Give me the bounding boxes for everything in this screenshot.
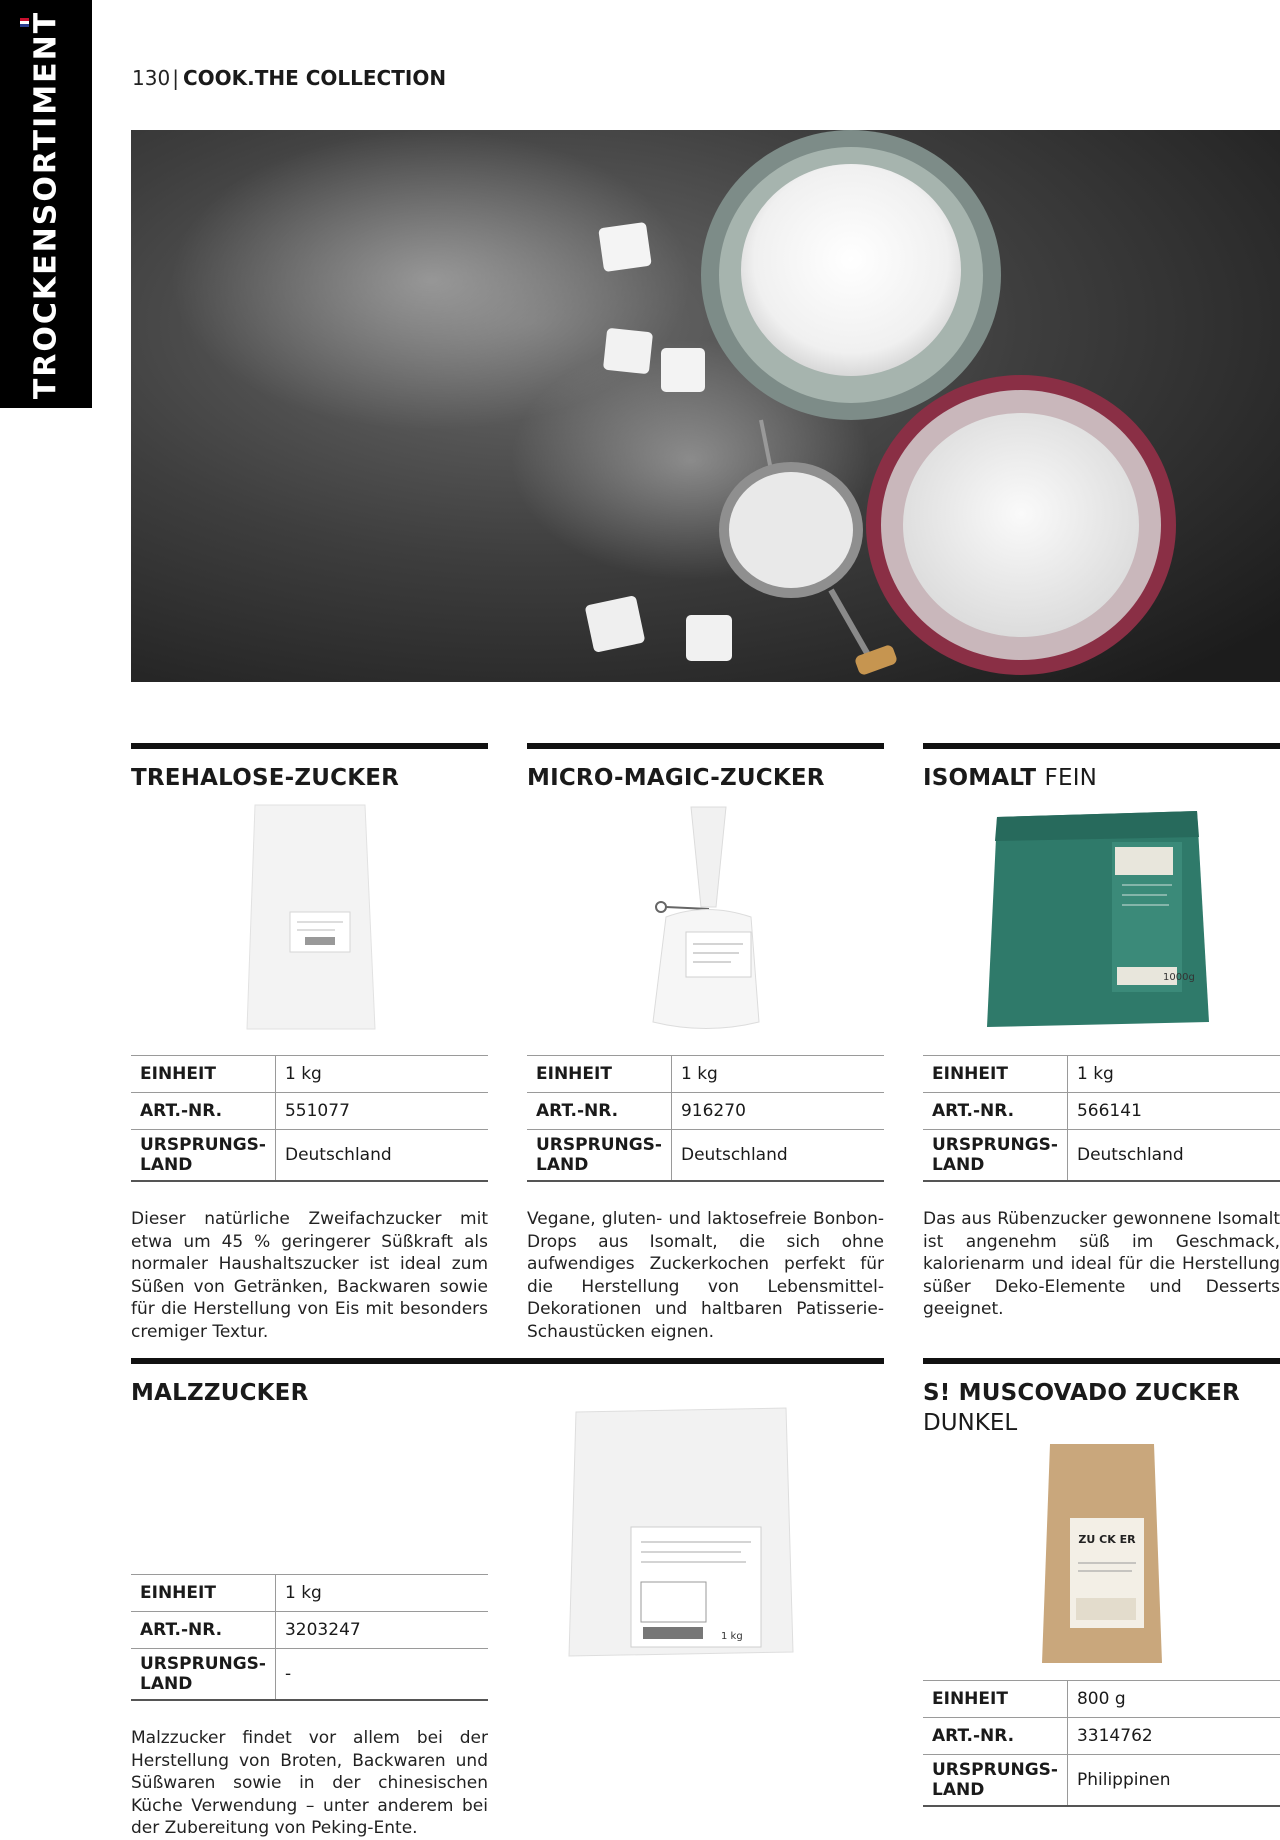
art-nr-value: 916270 (671, 1093, 884, 1130)
origin-label-line2: LAND (140, 1155, 193, 1175)
bag-weight-label: 1000g (1162, 972, 1195, 983)
bag-brand: ZU CK ER (1077, 1533, 1136, 1546)
origin-value: - (275, 1649, 488, 1701)
malz-info (131, 1574, 488, 1840)
section-rule (131, 1358, 884, 1364)
page-header (132, 66, 446, 90)
origin-value: Deutschland (1067, 1130, 1280, 1182)
art-nr-row (131, 1093, 488, 1130)
hero-image (131, 130, 1280, 682)
origin-row (131, 1130, 488, 1182)
unit-label: EINHEIT (131, 1056, 275, 1093)
origin-label-line1: URSPRUNGS- (536, 1135, 662, 1155)
product-info-table (923, 1680, 1280, 1807)
header-separator: | (172, 66, 179, 90)
unit-value: 1 kg (275, 1575, 488, 1612)
side-tab-label: TROCKENSORTIMENT (28, 10, 64, 400)
unit-row (527, 1056, 884, 1093)
art-nr-row (923, 1718, 1280, 1755)
unit-value: 1 kg (275, 1056, 488, 1093)
white-bag-image (235, 797, 385, 1039)
art-nr-label: ART.-NR. (131, 1093, 275, 1130)
origin-row (131, 1649, 488, 1701)
product-description: Malzzucker findet vor allem bei der Herstellung von Broten, Backwaren und Süßwaren sowie in der chinesischen Küche Verwendung – unter anderem bei der Zubereitung von Peking-Ente. (131, 1728, 488, 1838)
origin-row (527, 1130, 884, 1182)
origin-label (923, 1130, 1067, 1182)
origin-label-line2: LAND (140, 1674, 193, 1694)
origin-label-line1: URSPRUNGS- (140, 1135, 266, 1155)
unit-row (923, 1681, 1280, 1718)
art-nr-label: ART.-NR. (131, 1612, 275, 1649)
origin-label (131, 1130, 275, 1182)
product-image (527, 797, 884, 1039)
product-malzzucker (131, 1358, 884, 1838)
origin-label-line2: LAND (932, 1155, 985, 1175)
origin-label-line1: URSPRUNGS- (140, 1654, 266, 1674)
page-number: 130 (132, 66, 171, 90)
product-trehalose (131, 743, 488, 1343)
unit-row (131, 1056, 488, 1093)
unit-value: 1 kg (1067, 1056, 1280, 1093)
green-bag-image (977, 797, 1227, 1039)
origin-label (923, 1755, 1067, 1807)
product-title: S! MUSCOVADO ZUCKER (923, 1380, 1240, 1406)
side-tab (0, 0, 92, 408)
unit-row (923, 1056, 1280, 1093)
origin-value: Philippinen (1067, 1755, 1280, 1807)
product-description: Das aus Rübenzucker gewonnene Isomalt ist angenehm süß im Geschmack, kalorienarm und ideal für die Herstellung süßer Deko-Elemente und Desserts geeignet. (923, 1209, 1280, 1319)
product-subtitle: DUNKEL (923, 1410, 1018, 1436)
product-title-bold: ISOMALT (923, 765, 1037, 791)
product-info-table (131, 1574, 488, 1701)
section-rule (923, 743, 1280, 749)
product-title: TREHALOSE-ZUCKER (131, 765, 400, 791)
art-nr-row (527, 1093, 884, 1130)
product-title (923, 765, 1280, 791)
art-nr-row (923, 1093, 1280, 1130)
art-nr-value: 3314762 (1067, 1718, 1280, 1755)
section-rule (923, 1358, 1280, 1364)
product-title-light: FEIN (1044, 765, 1098, 791)
art-nr-value: 566141 (1067, 1093, 1280, 1130)
unit-label: EINHEIT (527, 1056, 671, 1093)
product-image (131, 797, 488, 1039)
collection-title: COOK.THE COLLECTION (182, 66, 447, 90)
section-rule (131, 743, 488, 749)
product-micro-magic (527, 743, 884, 1343)
art-nr-label: ART.-NR. (923, 1093, 1067, 1130)
product-title: MALZZUCKER (131, 1380, 309, 1406)
art-nr-row (131, 1612, 488, 1649)
art-nr-label: ART.-NR. (923, 1718, 1067, 1755)
product-image (561, 1402, 801, 1666)
origin-label-line1: URSPRUNGS- (932, 1760, 1058, 1780)
unit-label: EINHEIT (131, 1575, 275, 1612)
origin-label-line2: LAND (932, 1780, 985, 1800)
product-info-table (923, 1055, 1280, 1182)
unit-row (131, 1575, 488, 1612)
product-description: Vegane, gluten- und laktosefreie Bonbon-Drops aus Isomalt, die sich ohne aufwendiges Zuckerkochen perfekt für die Herstellung von Lebensmittel-Dekorationen und haltbaren Patisserie-Schaustücken eignen. (527, 1209, 884, 1342)
unit-value: 1 kg (671, 1056, 884, 1093)
section-rule (527, 743, 884, 749)
product-description: Dieser natürliche Zweifachzucker mit etwa um 45 % geringerer Süßkraft als normaler Haushaltszucker ist ideal zum Süßen von Getränken, Backwaren sowie für die Herstellung von Eis mit besonders cremiger Textur. (131, 1209, 488, 1342)
product-info-table (527, 1055, 884, 1182)
unit-value: 800 g (1067, 1681, 1280, 1718)
product-image (923, 1438, 1280, 1670)
origin-value: Deutschland (275, 1130, 488, 1182)
unit-label: EINHEIT (923, 1056, 1067, 1093)
origin-label-line2: LAND (536, 1155, 589, 1175)
origin-label (131, 1649, 275, 1701)
unit-label: EINHEIT (923, 1681, 1067, 1718)
origin-row (923, 1755, 1280, 1807)
art-nr-label: ART.-NR. (527, 1093, 671, 1130)
malt-bag-image (561, 1402, 801, 1662)
origin-row (923, 1130, 1280, 1182)
sugar-bowls-photo (131, 130, 1280, 682)
bag-weight-label: 1 kg (721, 1631, 743, 1642)
art-nr-value: 551077 (275, 1093, 488, 1130)
product-info-table (131, 1055, 488, 1182)
paper-bag-image (1032, 1438, 1172, 1670)
product-muscovado (923, 1358, 1280, 1807)
product-isomalt (923, 743, 1280, 1321)
origin-label (527, 1130, 671, 1182)
product-image (923, 797, 1280, 1039)
origin-label-line1: URSPRUNGS- (932, 1135, 1058, 1155)
drops-bag-image (631, 797, 781, 1039)
product-title: MICRO-MAGIC-ZUCKER (527, 765, 825, 791)
art-nr-value: 3203247 (275, 1612, 488, 1649)
origin-value: Deutschland (671, 1130, 884, 1182)
